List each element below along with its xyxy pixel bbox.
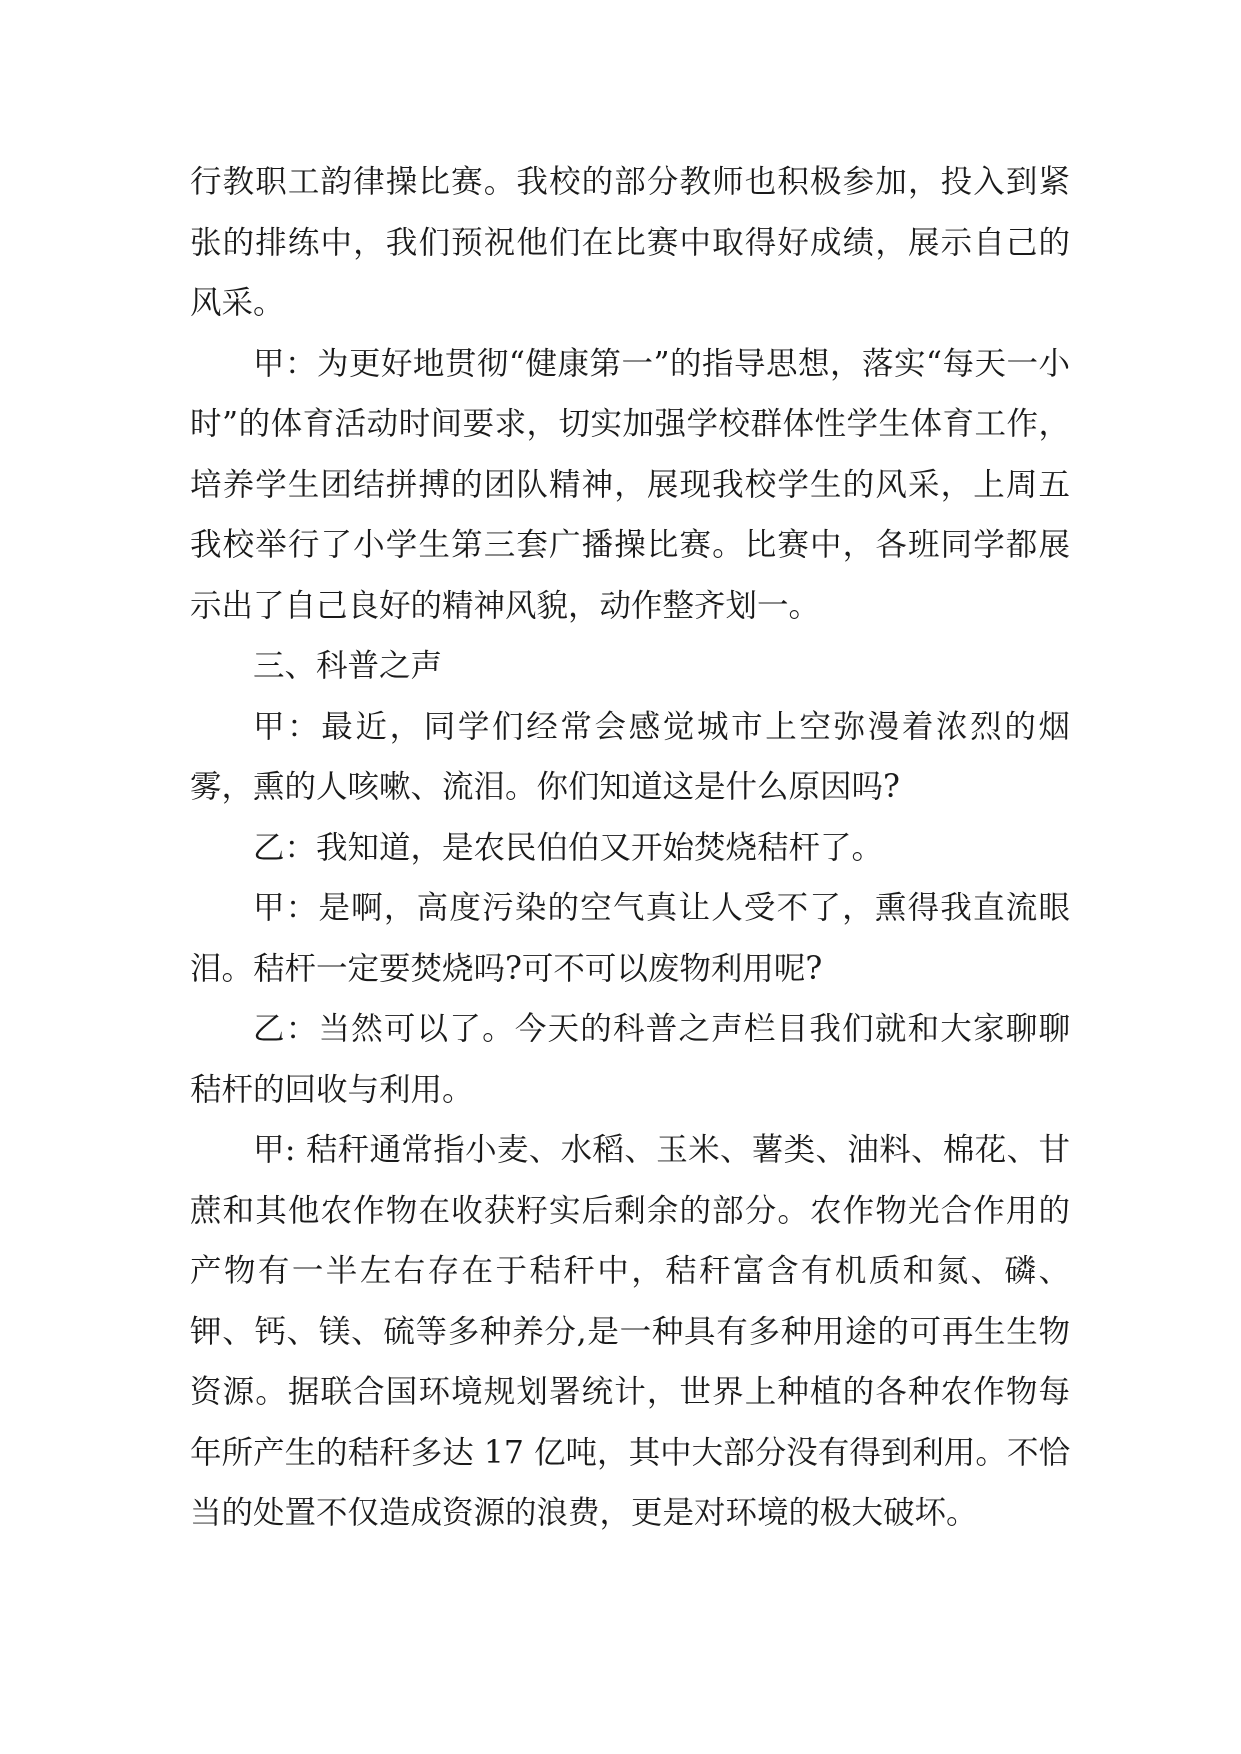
paragraph: 乙：当然可以了。今天的科普之声栏目我们就和大家聊聊秸杆的回收与利用。 (190, 1011, 1070, 1108)
paragraph: 乙：我知道，是农民伯伯又开始焚烧秸杆了。 (253, 829, 884, 866)
paragraph: 甲: 秸秆通常指小麦、水稻、玉米、薯类、油料、棉花、甘蔗和其他农作物在收获籽实后剩余的部分。农作物光合作用的产物有一半左右存在于秸秆中，秸秆富含有机质和氮、磷、钾、钙、镁、硫等多种养分,是一种具有多种用途的可再生生物资源。据联合国环境规划署统计，世界上种植的各种农作物每年所产生的秸秆多达 17 亿吨，其中大部分没有得到利用。不恰当的处置不仅造成资源的浪费，更是对环境的极大破坏。 (190, 1132, 1070, 1531)
document-page (190, 152, 1070, 1544)
paragraph: 甲：为更好地贯彻“健康第一”的指导思想，落实“每天一小时”的体育活动时间要求，切实加强学校群体性学生体育工作，培养学生团结拼搏的团队精神，展现我校学生的风采，上周五我校举行了小学生第三套广播操比赛。比赛中，各班同学都展示出了自己良好的精神风貌，动作整齐划一。 (190, 345, 1070, 624)
section-heading: 三、科普之声 (253, 648, 443, 684)
paragraph: 甲：是啊，高度污染的空气真让人受不了，熏得我直流眼泪。秸杆一定要焚烧吗?可不可以废物利用呢? (190, 890, 1070, 987)
paragraph: 行教职工韵律操比赛。我校的部分教师也积极参加，投入到紧张的排练中，我们预祝他们在比赛中取得好成绩，展示自己的风采。 (190, 164, 1070, 321)
paragraph: 甲：最近，同学们经常会感觉城市上空弥漫着浓烈的烟雾，熏的人咳嗽、流泪。你们知道这是什么原因吗? (190, 708, 1070, 805)
